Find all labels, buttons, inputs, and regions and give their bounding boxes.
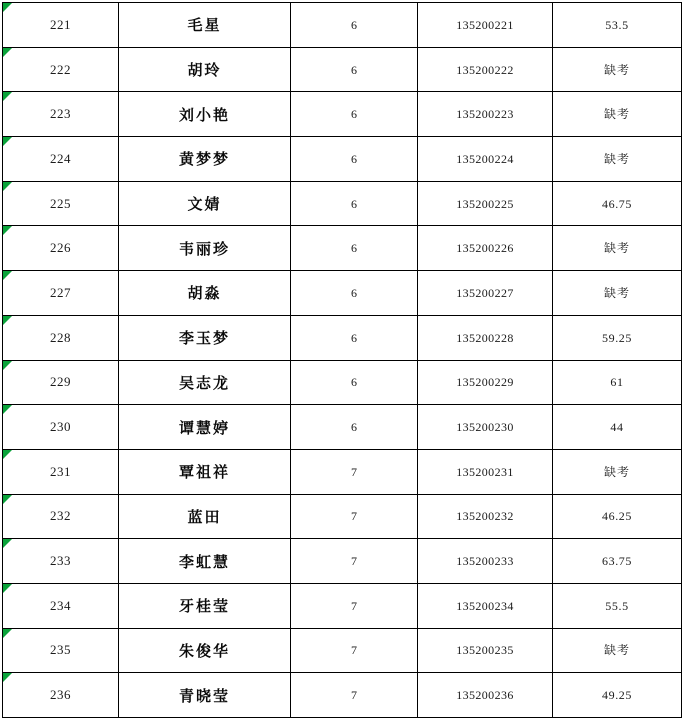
row-index-text: 225 bbox=[50, 195, 71, 211]
exam-id-text: 135200233 bbox=[456, 554, 514, 569]
comment-marker-icon bbox=[3, 629, 12, 638]
cell-group[interactable] bbox=[291, 360, 418, 405]
candidate-name-text: 毛星 bbox=[187, 16, 222, 35]
cell-group[interactable] bbox=[291, 137, 418, 182]
cell-score[interactable] bbox=[553, 92, 682, 137]
group-number-text: 7 bbox=[351, 688, 357, 703]
candidate-name-text: 刘小艳 bbox=[178, 105, 230, 124]
cell-index[interactable] bbox=[3, 405, 119, 450]
group-number-text: 6 bbox=[351, 285, 357, 300]
row-index-text: 230 bbox=[50, 419, 71, 435]
exam-id-text: 135200224 bbox=[456, 151, 514, 166]
cell-group[interactable] bbox=[291, 539, 418, 584]
candidate-name-text: 胡玲 bbox=[187, 61, 222, 80]
comment-marker-icon bbox=[3, 182, 12, 191]
table-row[interactable] bbox=[3, 405, 682, 450]
table-row[interactable] bbox=[3, 673, 682, 718]
cell-name[interactable] bbox=[119, 360, 291, 405]
cell-group[interactable] bbox=[291, 271, 418, 316]
comment-marker-icon bbox=[3, 316, 12, 325]
exam-id-text: 135200227 bbox=[456, 285, 514, 300]
cell-exam-id[interactable] bbox=[418, 405, 553, 450]
cell-score[interactable] bbox=[553, 583, 682, 628]
table-row[interactable] bbox=[3, 181, 682, 226]
candidate-name-text: 青晓莹 bbox=[178, 686, 230, 705]
row-index-text: 236 bbox=[50, 687, 71, 703]
cell-exam-id[interactable] bbox=[418, 539, 553, 584]
table-row[interactable] bbox=[3, 449, 682, 494]
cell-name[interactable] bbox=[119, 673, 291, 718]
cell-exam-id[interactable] bbox=[418, 47, 553, 92]
cell-score[interactable] bbox=[553, 315, 682, 360]
score-text: 49.25 bbox=[602, 688, 632, 703]
cell-exam-id[interactable] bbox=[418, 449, 553, 494]
cell-exam-id[interactable] bbox=[418, 583, 553, 628]
candidate-name-text: 谭慧婷 bbox=[178, 418, 230, 437]
cell-score[interactable] bbox=[553, 3, 682, 48]
group-number-text: 6 bbox=[351, 241, 357, 256]
group-number-text: 6 bbox=[351, 107, 357, 122]
cell-score[interactable] bbox=[553, 673, 682, 718]
score-absent-text: 缺考 bbox=[603, 643, 630, 658]
cell-score[interactable] bbox=[553, 271, 682, 316]
cell-name[interactable] bbox=[119, 449, 291, 494]
exam-id-text: 135200236 bbox=[456, 688, 514, 703]
cell-index[interactable] bbox=[3, 449, 119, 494]
group-number-text: 6 bbox=[351, 17, 357, 32]
group-number-text: 7 bbox=[351, 464, 357, 479]
comment-marker-icon bbox=[3, 673, 12, 682]
comment-marker-icon bbox=[3, 405, 12, 414]
score-text: 46.25 bbox=[602, 509, 632, 524]
cell-exam-id[interactable] bbox=[418, 360, 553, 405]
row-index-text: 224 bbox=[50, 150, 71, 166]
score-absent-text: 缺考 bbox=[603, 285, 630, 300]
comment-marker-icon bbox=[3, 495, 12, 504]
cell-group[interactable] bbox=[291, 628, 418, 673]
cell-exam-id[interactable] bbox=[418, 315, 553, 360]
cell-index[interactable] bbox=[3, 137, 119, 182]
table-row[interactable] bbox=[3, 315, 682, 360]
cell-group[interactable] bbox=[291, 47, 418, 92]
comment-marker-icon bbox=[3, 450, 12, 459]
table-row[interactable] bbox=[3, 3, 682, 48]
row-index-text: 233 bbox=[50, 553, 71, 569]
group-number-text: 6 bbox=[351, 375, 357, 390]
cell-score[interactable] bbox=[553, 628, 682, 673]
cell-index[interactable] bbox=[3, 628, 119, 673]
score-table bbox=[2, 2, 682, 718]
candidate-name-text: 韦丽珍 bbox=[178, 239, 230, 258]
table-row[interactable] bbox=[3, 494, 682, 539]
cell-name[interactable] bbox=[119, 181, 291, 226]
cell-score[interactable] bbox=[553, 405, 682, 450]
candidate-name-text: 牙桂莹 bbox=[178, 597, 230, 616]
candidate-name-text: 蓝田 bbox=[187, 507, 222, 526]
cell-name[interactable] bbox=[119, 47, 291, 92]
candidate-name-text: 李虹慧 bbox=[178, 552, 230, 571]
row-index-text: 226 bbox=[50, 240, 71, 256]
cell-name[interactable] bbox=[119, 494, 291, 539]
exam-id-text: 135200229 bbox=[456, 375, 514, 390]
cell-index[interactable] bbox=[3, 3, 119, 48]
cell-exam-id[interactable] bbox=[418, 628, 553, 673]
score-absent-text: 缺考 bbox=[603, 241, 630, 256]
table-row[interactable] bbox=[3, 47, 682, 92]
cell-index[interactable] bbox=[3, 92, 119, 137]
row-index-text: 231 bbox=[50, 463, 71, 479]
cell-name[interactable] bbox=[119, 3, 291, 48]
cell-index[interactable] bbox=[3, 583, 119, 628]
row-index-text: 227 bbox=[50, 284, 71, 300]
group-number-text: 7 bbox=[351, 509, 357, 524]
cell-group[interactable] bbox=[291, 494, 418, 539]
group-number-text: 7 bbox=[351, 598, 357, 613]
score-text: 61 bbox=[610, 375, 624, 390]
score-text: 59.25 bbox=[602, 330, 632, 345]
table-row[interactable] bbox=[3, 137, 682, 182]
cell-exam-id[interactable] bbox=[418, 137, 553, 182]
exam-id-text: 135200222 bbox=[456, 62, 514, 77]
cell-group[interactable] bbox=[291, 181, 418, 226]
cell-exam-id[interactable] bbox=[418, 226, 553, 271]
table-body bbox=[3, 3, 682, 718]
exam-id-text: 135200223 bbox=[456, 107, 514, 122]
row-index-text: 235 bbox=[50, 642, 71, 658]
table-row[interactable] bbox=[3, 628, 682, 673]
cell-exam-id[interactable] bbox=[418, 3, 553, 48]
cell-index[interactable] bbox=[3, 47, 119, 92]
candidate-name-text: 吴志龙 bbox=[178, 373, 230, 392]
comment-marker-icon bbox=[3, 271, 12, 280]
exam-id-text: 135200232 bbox=[456, 509, 514, 524]
table-row[interactable] bbox=[3, 583, 682, 628]
cell-name[interactable] bbox=[119, 137, 291, 182]
cell-score[interactable] bbox=[553, 539, 682, 584]
exam-id-text: 135200235 bbox=[456, 643, 514, 658]
group-number-text: 7 bbox=[351, 643, 357, 658]
exam-id-text: 135200231 bbox=[456, 464, 514, 479]
cell-name[interactable] bbox=[119, 226, 291, 271]
table-row[interactable] bbox=[3, 271, 682, 316]
cell-name[interactable] bbox=[119, 405, 291, 450]
exam-id-text: 135200230 bbox=[456, 420, 514, 435]
cell-exam-id[interactable] bbox=[418, 271, 553, 316]
cell-score[interactable] bbox=[553, 226, 682, 271]
comment-marker-icon bbox=[3, 226, 12, 235]
cell-score[interactable] bbox=[553, 449, 682, 494]
cell-group[interactable] bbox=[291, 673, 418, 718]
cell-group[interactable] bbox=[291, 226, 418, 271]
candidate-name-text: 李玉梦 bbox=[178, 329, 230, 348]
cell-score[interactable] bbox=[553, 47, 682, 92]
score-absent-text: 缺考 bbox=[603, 464, 630, 479]
table-row[interactable] bbox=[3, 92, 682, 137]
cell-exam-id[interactable] bbox=[418, 673, 553, 718]
cell-name[interactable] bbox=[119, 92, 291, 137]
candidate-name-text: 黄梦梦 bbox=[178, 150, 230, 169]
cell-score[interactable] bbox=[553, 137, 682, 182]
score-absent-text: 缺考 bbox=[603, 151, 630, 166]
cell-name[interactable] bbox=[119, 583, 291, 628]
group-number-text: 7 bbox=[351, 554, 357, 569]
row-index-text: 232 bbox=[50, 508, 71, 524]
score-absent-text: 缺考 bbox=[603, 62, 630, 77]
candidate-name-text: 胡淼 bbox=[187, 284, 222, 303]
candidate-name-text: 文婧 bbox=[187, 195, 222, 214]
comment-marker-icon bbox=[3, 539, 12, 548]
cell-name[interactable] bbox=[119, 315, 291, 360]
cell-name[interactable] bbox=[119, 539, 291, 584]
score-absent-text: 缺考 bbox=[603, 107, 630, 122]
row-index-text: 223 bbox=[50, 106, 71, 122]
group-number-text: 6 bbox=[351, 420, 357, 435]
exam-id-text: 135200234 bbox=[456, 598, 514, 613]
cell-index[interactable] bbox=[3, 494, 119, 539]
cell-exam-id[interactable] bbox=[418, 494, 553, 539]
comment-marker-icon bbox=[3, 137, 12, 146]
comment-marker-icon bbox=[3, 92, 12, 101]
row-index-text: 234 bbox=[50, 597, 71, 613]
cell-index[interactable] bbox=[3, 226, 119, 271]
group-number-text: 6 bbox=[351, 62, 357, 77]
cell-score[interactable] bbox=[553, 360, 682, 405]
cell-index[interactable] bbox=[3, 539, 119, 584]
cell-index[interactable] bbox=[3, 673, 119, 718]
table-row[interactable] bbox=[3, 539, 682, 584]
comment-marker-icon bbox=[3, 361, 12, 370]
comment-marker-icon bbox=[3, 584, 12, 593]
cell-group[interactable] bbox=[291, 92, 418, 137]
row-index-text: 228 bbox=[50, 329, 71, 345]
cell-group[interactable] bbox=[291, 583, 418, 628]
group-number-text: 6 bbox=[351, 196, 357, 211]
score-text: 44 bbox=[610, 420, 624, 435]
exam-id-text: 135200221 bbox=[456, 17, 514, 32]
row-index-text: 229 bbox=[50, 374, 71, 390]
score-text: 63.75 bbox=[602, 554, 632, 569]
cell-score[interactable] bbox=[553, 181, 682, 226]
group-number-text: 6 bbox=[351, 151, 357, 166]
exam-id-text: 135200225 bbox=[456, 196, 514, 211]
comment-marker-icon bbox=[3, 3, 12, 12]
cell-index[interactable] bbox=[3, 181, 119, 226]
candidate-name-text: 朱俊华 bbox=[178, 641, 230, 660]
cell-exam-id[interactable] bbox=[418, 181, 553, 226]
cell-exam-id[interactable] bbox=[418, 92, 553, 137]
exam-id-text: 135200226 bbox=[456, 241, 514, 256]
cell-group[interactable] bbox=[291, 449, 418, 494]
exam-id-text: 135200228 bbox=[456, 330, 514, 345]
cell-name[interactable] bbox=[119, 628, 291, 673]
row-index-text: 221 bbox=[50, 16, 71, 32]
cell-index[interactable] bbox=[3, 315, 119, 360]
score-text: 53.5 bbox=[605, 17, 629, 32]
table-row[interactable] bbox=[3, 226, 682, 271]
score-text: 46.75 bbox=[602, 196, 632, 211]
table-row[interactable] bbox=[3, 360, 682, 405]
comment-marker-icon bbox=[3, 48, 12, 57]
row-index-text: 222 bbox=[50, 61, 71, 77]
cell-group[interactable] bbox=[291, 315, 418, 360]
cell-name[interactable] bbox=[119, 271, 291, 316]
cell-index[interactable] bbox=[3, 360, 119, 405]
cell-index[interactable] bbox=[3, 271, 119, 316]
group-number-text: 6 bbox=[351, 330, 357, 345]
spreadsheet-sheet bbox=[0, 2, 683, 712]
cell-score[interactable] bbox=[553, 494, 682, 539]
cell-group[interactable] bbox=[291, 3, 418, 48]
cell-group[interactable] bbox=[291, 405, 418, 450]
candidate-name-text: 覃祖祥 bbox=[178, 463, 230, 482]
score-text: 55.5 bbox=[605, 598, 629, 613]
